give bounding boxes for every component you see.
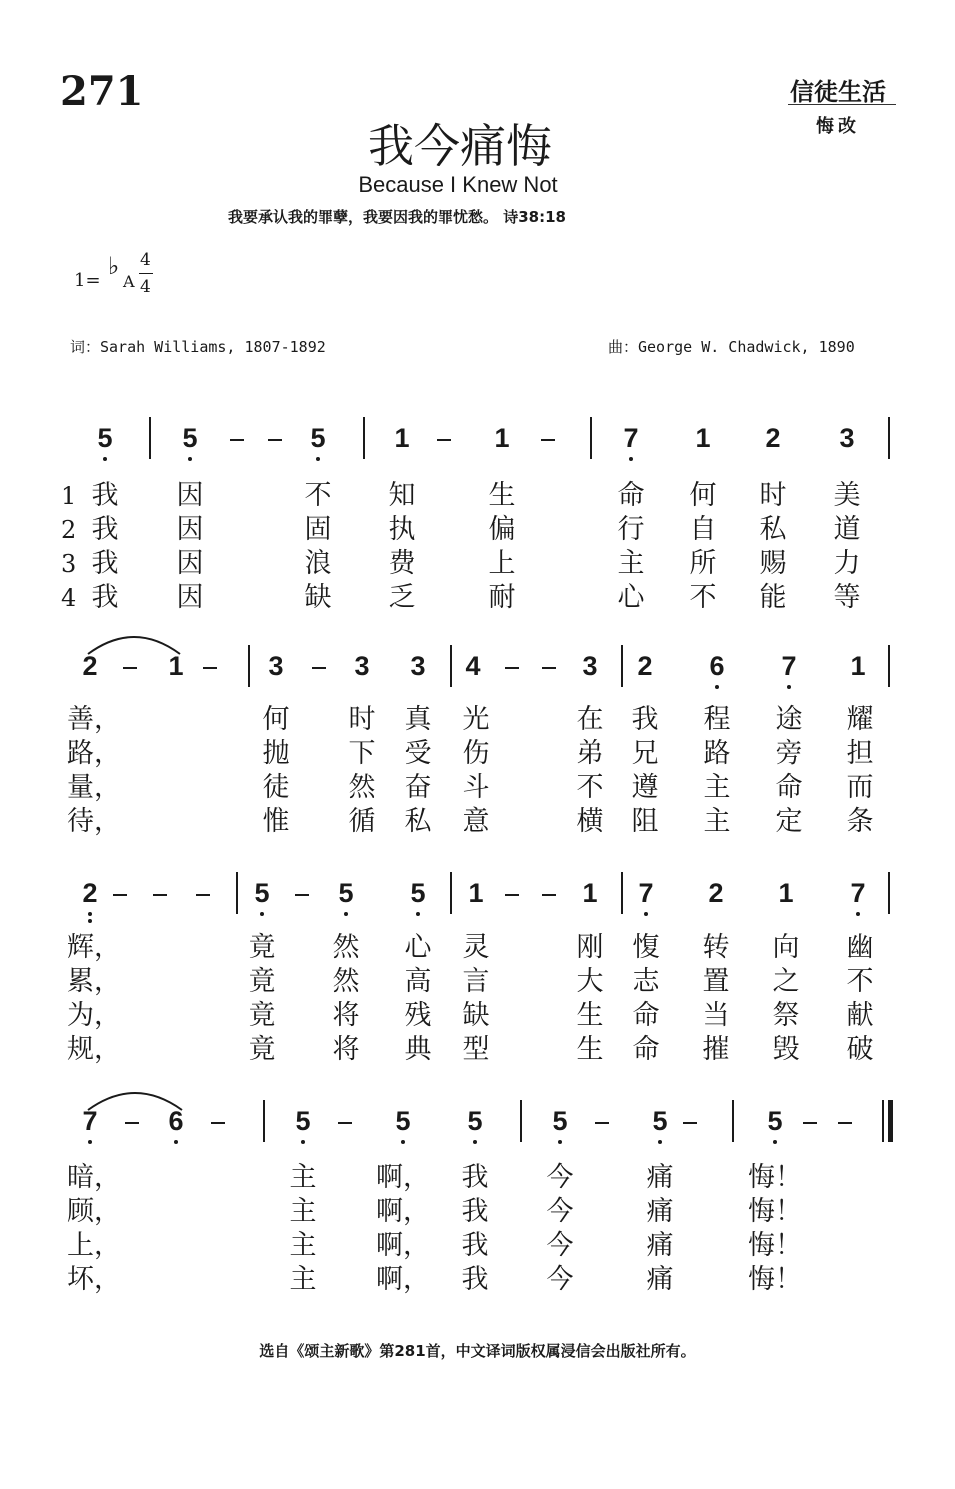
lyric-char: 命 xyxy=(775,772,803,803)
lyric-char: 执 xyxy=(388,514,416,545)
low-octave-dot xyxy=(88,912,92,916)
lyric-char: 高 xyxy=(404,966,432,997)
bar-line xyxy=(263,1100,265,1142)
lyric-char: 生 xyxy=(576,1000,604,1031)
duration-dash xyxy=(203,667,217,669)
note: 5 xyxy=(310,423,326,453)
low-octave-dot xyxy=(715,685,719,689)
verse-number: 4 xyxy=(61,584,77,612)
lyric-char: 今 xyxy=(546,1196,574,1227)
lyricist-credit: 词：Sarah Williams, 1807-1892 xyxy=(70,338,326,356)
lyric-char: 上 xyxy=(488,548,516,579)
lyric-char: 真 xyxy=(404,704,432,735)
bar-line xyxy=(888,417,890,459)
lyric-char: 主 xyxy=(703,806,731,837)
lyric-char: 因 xyxy=(176,582,204,613)
lyric-char: 生 xyxy=(488,480,516,511)
lyric-char: 啊， xyxy=(376,1264,430,1295)
lyric-char: 乏 xyxy=(388,582,416,613)
lyric-char: 私 xyxy=(404,806,432,837)
duration-dash xyxy=(683,1122,697,1124)
low-octave-dot xyxy=(473,1140,477,1144)
lyric-char: 不 xyxy=(846,966,874,997)
duration-dash xyxy=(153,894,167,896)
lyric-char: 我 xyxy=(461,1162,489,1193)
lyric-char: 何 xyxy=(262,704,290,735)
bar-line xyxy=(590,417,592,459)
note: 3 xyxy=(839,423,855,453)
low-octave-dot xyxy=(174,1140,178,1144)
lyric-char: 我 xyxy=(91,480,119,511)
lyric-char: 主 xyxy=(289,1230,317,1261)
lyric-char: 我 xyxy=(461,1230,489,1261)
lyric-char: 路 xyxy=(703,738,731,769)
duration-dash xyxy=(595,1122,609,1124)
lyric-char: 竟 xyxy=(248,966,276,997)
lyric-char: 典 xyxy=(404,1034,432,1065)
note: 3 xyxy=(410,651,426,681)
note: 5 xyxy=(652,1106,668,1136)
lyric-char: 型 xyxy=(462,1034,490,1065)
low-octave-dot xyxy=(787,685,791,689)
lyric-char: 我 xyxy=(91,582,119,613)
lyric-char: 竟 xyxy=(248,932,276,963)
lyric-char: 啊， xyxy=(376,1162,430,1193)
lyric-char: 耐 xyxy=(488,582,516,613)
lyric-char: 所 xyxy=(689,548,717,579)
duration-dash xyxy=(542,667,556,669)
lyric-char: 等 xyxy=(833,582,861,613)
lyric-char: 将 xyxy=(332,1000,360,1031)
copyright-footer: 选自《颂主新歌》第281首，中文译词版权属浸信会出版社所有。 xyxy=(259,1342,696,1360)
note: 6 xyxy=(709,651,725,681)
low-octave-dot xyxy=(188,457,192,461)
key-letter: A xyxy=(123,272,135,291)
low-octave-dot xyxy=(260,912,264,916)
bar-line xyxy=(248,645,250,687)
duration-dash xyxy=(803,1122,817,1124)
note: 1 xyxy=(468,878,484,908)
low-octave-dot xyxy=(629,457,633,461)
bar-line xyxy=(888,645,890,687)
note: 5 xyxy=(410,878,426,908)
lyric-char: 主 xyxy=(289,1196,317,1227)
note: 2 xyxy=(82,651,98,681)
bar-line xyxy=(621,645,623,687)
lyric-char: 赐 xyxy=(759,548,787,579)
note: 1 xyxy=(778,878,794,908)
note: 2 xyxy=(82,878,98,908)
lyric-char: 因 xyxy=(176,514,204,545)
lyric-char: 受 xyxy=(404,738,432,769)
lyric-char: 因 xyxy=(176,480,204,511)
note: 5 xyxy=(97,423,113,453)
lyric-char: 竟 xyxy=(248,1000,276,1031)
lyric-char: 我 xyxy=(461,1196,489,1227)
lyric-char: 毁 xyxy=(772,1034,800,1065)
lyric-char: 痛 xyxy=(646,1264,674,1295)
lyric-char: 遵 xyxy=(631,772,659,803)
bar-line xyxy=(149,417,151,459)
subcategory-label: 悔改 xyxy=(816,116,860,137)
lyric-char: 命 xyxy=(632,1034,660,1065)
low-octave-dot xyxy=(103,457,107,461)
lyric-char: 待， xyxy=(67,806,121,837)
composer-credit: 曲：George W. Chadwick, 1890 xyxy=(608,338,855,356)
bar-line xyxy=(732,1100,734,1142)
lyric-char: 上， xyxy=(67,1230,121,1261)
low-octave-dot xyxy=(316,457,320,461)
lyric-char: 当 xyxy=(702,1000,730,1031)
note: 2 xyxy=(637,651,653,681)
lyric-char: 斗 xyxy=(462,772,490,803)
lyric-char: 暗， xyxy=(67,1162,121,1193)
lyric-char: 伤 xyxy=(462,738,490,769)
lyric-char: 将 xyxy=(332,1034,360,1065)
lyric-char: 不 xyxy=(304,480,332,511)
note: 7 xyxy=(623,423,639,453)
note: 4 xyxy=(465,651,481,681)
hymn-number: 271 xyxy=(60,68,144,115)
lyric-char: 时 xyxy=(348,704,376,735)
lyric-char: 缺 xyxy=(304,582,332,613)
duration-dash xyxy=(123,667,137,669)
lyric-char: 美 xyxy=(833,480,861,511)
lyric-char: 兄 xyxy=(631,738,659,769)
lyric-char: 主 xyxy=(617,548,645,579)
duration-dash xyxy=(211,1122,225,1124)
note: 7 xyxy=(82,1106,98,1136)
duration-dash xyxy=(312,667,326,669)
lyric-char: 程 xyxy=(703,704,731,735)
note: 1 xyxy=(168,651,184,681)
lyric-char: 因 xyxy=(176,548,204,579)
time-signature-bottom: 4 xyxy=(140,277,151,297)
note: 3 xyxy=(582,651,598,681)
note: 7 xyxy=(781,651,797,681)
note: 1 xyxy=(582,878,598,908)
lyric-char: 心 xyxy=(617,582,645,613)
lyric-char: 破 xyxy=(846,1034,874,1065)
lyric-char: 光 xyxy=(462,704,490,735)
lyric-char: 献 xyxy=(846,1000,874,1031)
duration-dash xyxy=(838,1122,852,1124)
final-bar-thick xyxy=(888,1100,893,1142)
lyric-char: 善， xyxy=(67,704,121,735)
note: 5 xyxy=(254,878,270,908)
duration-dash xyxy=(196,894,210,896)
note: 6 xyxy=(168,1106,184,1136)
note: 5 xyxy=(552,1106,568,1136)
lyric-char: 然 xyxy=(332,966,360,997)
time-signature-top: 4 xyxy=(140,250,151,270)
bar-line xyxy=(450,872,452,914)
note: 2 xyxy=(708,878,724,908)
low-octave-dot xyxy=(856,912,860,916)
lyric-char: 浪 xyxy=(304,548,332,579)
lyric-char: 摧 xyxy=(702,1034,730,1065)
low-octave-dot xyxy=(773,1140,777,1144)
lyric-char: 悔！ xyxy=(748,1162,802,1193)
note: 5 xyxy=(467,1106,483,1136)
lyric-char: 而 xyxy=(846,772,874,803)
low-octave-dot xyxy=(401,1140,405,1144)
lyric-char: 命 xyxy=(617,480,645,511)
lyric-char: 转 xyxy=(702,932,730,963)
lyric-char: 条 xyxy=(846,806,874,837)
lyric-char: 向 xyxy=(772,932,800,963)
lyric-char: 竟 xyxy=(248,1034,276,1065)
lyric-char: 主 xyxy=(703,772,731,803)
low-octave-dot xyxy=(644,912,648,916)
note: 7 xyxy=(638,878,654,908)
lyric-char: 横 xyxy=(576,806,604,837)
lyric-char: 旁 xyxy=(775,738,803,769)
lyric-char: 命 xyxy=(632,1000,660,1031)
lyric-char: 阻 xyxy=(631,806,659,837)
lyric-char: 痛 xyxy=(646,1196,674,1227)
duration-dash xyxy=(505,667,519,669)
duration-dash xyxy=(113,894,127,896)
slur xyxy=(86,1082,184,1112)
lyric-char: 何 xyxy=(689,480,717,511)
duration-dash xyxy=(125,1122,139,1124)
slur xyxy=(86,626,182,656)
lyric-char: 力 xyxy=(833,548,861,579)
duration-dash xyxy=(505,894,519,896)
lyric-char: 奋 xyxy=(404,772,432,803)
lyric-char: 辉， xyxy=(67,932,121,963)
note: 1 xyxy=(695,423,711,453)
lyric-char: 灵 xyxy=(462,932,490,963)
lyric-char: 弟 xyxy=(576,738,604,769)
duration-dash xyxy=(541,439,555,441)
lyric-char: 顾， xyxy=(67,1196,121,1227)
verse-number: 3 xyxy=(61,550,77,578)
lyric-char: 幽 xyxy=(846,932,874,963)
flat-sign: ♭ xyxy=(108,252,120,280)
low-octave-dot xyxy=(301,1140,305,1144)
note: 5 xyxy=(767,1106,783,1136)
lyric-char: 为， xyxy=(67,1000,121,1031)
lyric-char: 我 xyxy=(91,548,119,579)
bar-line xyxy=(236,872,238,914)
lyric-char: 悔！ xyxy=(748,1264,802,1295)
lyric-char: 量， xyxy=(67,772,121,803)
lyric-char: 惟 xyxy=(262,806,290,837)
lyric-char: 今 xyxy=(546,1264,574,1295)
bar-line xyxy=(363,417,365,459)
lyric-char: 今 xyxy=(546,1230,574,1261)
time-signature-line xyxy=(139,273,153,274)
lyric-char: 固 xyxy=(304,514,332,545)
lyric-char: 偏 xyxy=(488,514,516,545)
lyric-char: 下 xyxy=(348,738,376,769)
lyric-char: 坏， xyxy=(67,1264,121,1295)
lyric-char: 抛 xyxy=(262,738,290,769)
lyric-char: 道 xyxy=(833,514,861,545)
note: 1 xyxy=(394,423,410,453)
lyric-char: 啊， xyxy=(376,1230,430,1261)
duration-dash xyxy=(338,1122,352,1124)
lyric-char: 规， xyxy=(67,1034,121,1065)
lyric-char: 痛 xyxy=(646,1230,674,1261)
note: 1 xyxy=(494,423,510,453)
bar-line xyxy=(888,872,890,914)
lyric-char: 悔！ xyxy=(748,1230,802,1261)
lyric-char: 担 xyxy=(846,738,874,769)
lyric-char: 私 xyxy=(759,514,787,545)
lyric-char: 生 xyxy=(576,1034,604,1065)
note: 5 xyxy=(182,423,198,453)
lyric-char: 行 xyxy=(617,514,645,545)
low-octave-dot xyxy=(88,919,92,923)
lyric-char: 累， xyxy=(67,966,121,997)
final-bar-thin xyxy=(882,1100,884,1142)
lyric-char: 不 xyxy=(689,582,717,613)
lyric-char: 大 xyxy=(576,966,604,997)
lyric-char: 自 xyxy=(689,514,717,545)
low-octave-dot xyxy=(658,1140,662,1144)
low-octave-dot xyxy=(416,912,420,916)
low-octave-dot xyxy=(558,1140,562,1144)
duration-dash xyxy=(230,439,244,441)
lyric-char: 路， xyxy=(67,738,121,769)
key-prefix: 1= xyxy=(74,270,101,291)
lyric-char: 耀 xyxy=(846,704,874,735)
lyric-char: 能 xyxy=(759,582,787,613)
lyric-char: 置 xyxy=(702,966,730,997)
lyric-char: 在 xyxy=(576,704,604,735)
lyric-char: 愎 xyxy=(632,932,660,963)
lyric-char: 啊， xyxy=(376,1196,430,1227)
lyric-char: 主 xyxy=(289,1162,317,1193)
lyric-char: 然 xyxy=(332,932,360,963)
lyric-char: 之 xyxy=(772,966,800,997)
lyric-char: 途 xyxy=(775,704,803,735)
category-divider xyxy=(788,104,896,105)
lyric-char: 我 xyxy=(461,1264,489,1295)
hymn-title-english: Because I Knew Not xyxy=(358,172,558,197)
lyric-char: 悔！ xyxy=(748,1196,802,1227)
lyric-char: 循 xyxy=(348,806,376,837)
lyric-char: 然 xyxy=(348,772,376,803)
duration-dash xyxy=(268,439,282,441)
bar-line xyxy=(450,645,452,687)
duration-dash xyxy=(437,439,451,441)
lyric-char: 痛 xyxy=(646,1162,674,1193)
verse-number: 2 xyxy=(61,516,77,544)
bar-line xyxy=(621,872,623,914)
lyric-char: 定 xyxy=(775,806,803,837)
note: 5 xyxy=(395,1106,411,1136)
note: 2 xyxy=(765,423,781,453)
note: 3 xyxy=(268,651,284,681)
low-octave-dot xyxy=(344,912,348,916)
lyric-char: 今 xyxy=(546,1162,574,1193)
lyric-char: 缺 xyxy=(462,1000,490,1031)
lyric-char: 我 xyxy=(91,514,119,545)
verse-number: 1 xyxy=(61,482,77,510)
hymn-title: 我今痛悔 xyxy=(368,119,552,173)
duration-dash xyxy=(295,894,309,896)
lyric-char: 意 xyxy=(462,806,490,837)
lyric-char: 心 xyxy=(404,932,432,963)
note: 1 xyxy=(850,651,866,681)
category-label: 信徒生活 xyxy=(790,77,886,106)
note: 3 xyxy=(354,651,370,681)
lyric-char: 我 xyxy=(631,704,659,735)
lyric-char: 徒 xyxy=(262,772,290,803)
note: 7 xyxy=(850,878,866,908)
lyric-char: 时 xyxy=(759,480,787,511)
lyric-char: 费 xyxy=(388,548,416,579)
lyric-char: 知 xyxy=(388,480,416,511)
lyric-char: 主 xyxy=(289,1264,317,1295)
low-octave-dot xyxy=(88,1140,92,1144)
lyric-char: 不 xyxy=(576,772,604,803)
scripture-verse: 我要承认我的罪孽，我要因我的罪忧愁。 诗38:18 xyxy=(228,208,566,226)
duration-dash xyxy=(542,894,556,896)
lyric-char: 残 xyxy=(404,1000,432,1031)
lyric-char: 刚 xyxy=(576,932,604,963)
note: 5 xyxy=(338,878,354,908)
note: 5 xyxy=(295,1106,311,1136)
lyric-char: 志 xyxy=(632,966,660,997)
lyric-char: 言 xyxy=(462,966,490,997)
bar-line xyxy=(520,1100,522,1142)
lyric-char: 祭 xyxy=(772,1000,800,1031)
